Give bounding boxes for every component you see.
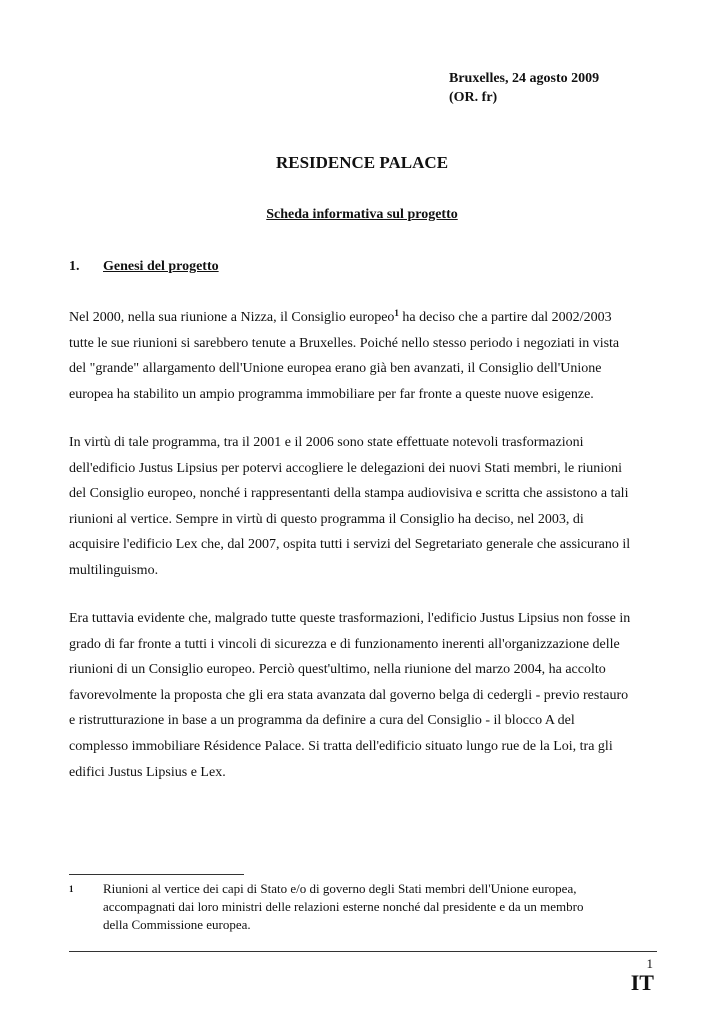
paragraph-line: dell'edificio Justus Lipsius per potervi accogliere le delegazioni dei nuovi Stati membri, le riunioni <box>69 460 623 476</box>
page-number: 1 <box>646 956 653 971</box>
paragraph-3 <box>69 606 669 785</box>
paragraph-line: e ristrutturazione in base a un programma da definire a cura del Consiglio - il blocco A del <box>69 713 575 729</box>
place-date: Bruxelles, 24 agosto 2009 <box>449 71 600 86</box>
footnote <box>69 880 669 934</box>
section-title: Genesi del progetto <box>103 259 219 274</box>
paragraph-line: In virtù di tale programma, tra il 2001 e il 2006 sono state effettuate notevoli trasformazioni <box>69 435 584 450</box>
footnote-separator <box>69 874 244 875</box>
paragraph-line: del "grande" allargamento dell'Unione europea erano già ben avanzati, il Consiglio dell'Unione <box>69 361 602 377</box>
language-code: IT <box>630 970 654 995</box>
paragraph-line: riunioni al vertice. Sempre in virtù di questo programma il Consiglio ha deciso, nel 2003, di <box>69 511 584 527</box>
paragraph-line: Era tuttavia evidente che, malgrado tutte queste trasformazioni, l'edificio Justus Lipsius non fosse in <box>69 611 631 626</box>
paragraph-line: favorevolmente la proposta che gli era stata avanzata dal governo belga di cedergli - previo restauro <box>69 687 629 703</box>
section-number: 1. <box>69 259 80 274</box>
footnote-line: accompagnati dai loro ministri delle relazioni esterne nonché dal presidente e da un membro <box>103 899 584 914</box>
paragraph-line: tutte le sue riunioni si sarebbero tenute a Bruxelles. Poiché nello stesso periodo i negoziati in vista <box>69 335 620 351</box>
section-heading <box>69 259 219 275</box>
paragraph-1 <box>69 305 669 407</box>
paragraph-line: complesso immobiliare Résidence Palace. Si tratta dell'edificio situato lungo rue de la Loi, tra gli <box>69 738 613 754</box>
footer-divider <box>69 951 657 952</box>
paragraph-line: multilinguismo. <box>69 562 159 578</box>
footnote-line: Riunioni al vertice dei capi di Stato e/o di governo degli Stati membri dell'Unione europea, <box>103 881 577 896</box>
document-subtitle: Scheda informativa sul progetto <box>266 207 458 222</box>
footnote-mark: 1 <box>69 884 74 894</box>
paragraph-line: edifici Justus Lipsius e Lex. <box>69 764 226 780</box>
footnote-line: della Commissione europea. <box>103 917 251 932</box>
paragraph-line: Nel 2000, nella sua riunione a Nizza, il Consiglio europeo$^1$ ha deciso che a partire dal 2002/2003 <box>69 308 612 325</box>
header-block <box>449 69 599 107</box>
paragraph-line: riunioni di un Consiglio europeo. Perciò quest'ultimo, nella riunione del marzo 2004, ha accolto <box>69 662 606 678</box>
paragraph-line: grado di far fronte a tutti i vincoli di sicurezza e di funzionamento inerenti all'organizzazione delle <box>69 636 620 652</box>
footnote-reference[interactable]: 1 <box>394 308 399 318</box>
footnote-text <box>103 880 669 934</box>
document-title: RESIDENCE PALACE <box>275 153 449 172</box>
paragraph-line: del Consiglio europeo, nonché i rappresentanti della stampa audiovisiva e scritta che assistono a tali <box>69 486 629 502</box>
paragraph-line: acquisire l'edificio Lex che, dal 2007, ospita tutti i servizi del Segretariato generale che assicurano il <box>69 537 631 553</box>
original-language: (OR. fr) <box>449 90 498 105</box>
paragraph-2 <box>69 430 669 584</box>
paragraph-line: europea ha stabilito un ampio programma immobiliare per far fronte a queste nuove esigenze. <box>69 386 594 402</box>
